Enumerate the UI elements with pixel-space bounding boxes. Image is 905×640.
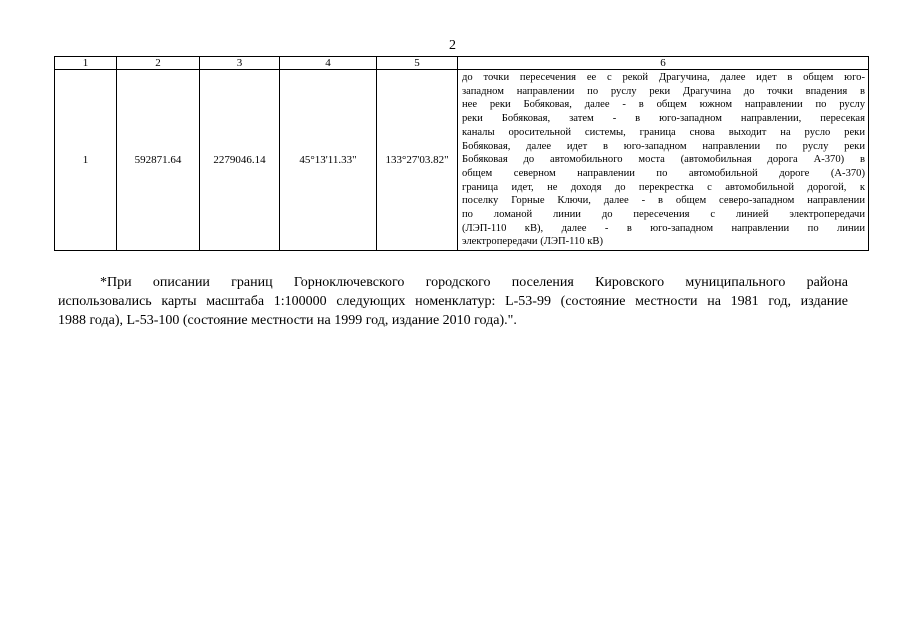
footnote-line: *При описании границ Горноключевского городского поселения Кировского муниципального района (100, 275, 848, 290)
description-line: по ломаной линии до пересечения с линией электропередачи (462, 209, 865, 221)
column-header: 1 (55, 57, 117, 70)
table-row (55, 70, 869, 251)
column-header: 6 (458, 57, 869, 70)
latitude-cell: 45°13'11.33" (280, 70, 377, 251)
description-line: до точки пересечения ее с рекой Драгучина, далее идет в общем юго- (462, 72, 865, 83)
description-line: реки Бобяковая, затем - в юго-западном направлении, пересекая (462, 113, 865, 125)
page-number: 2 (449, 38, 456, 53)
description-line: Бобяковая, далее идет в юго-западном направлении по руслу реки (462, 140, 865, 152)
description-line: поселку Горные Ключи, далее - в общем северо-западном направлении (462, 195, 865, 207)
column-header: 4 (280, 57, 377, 70)
column-header: 3 (200, 57, 280, 70)
description-line: (ЛЭП-110 кВ), далее - в юго-западном направлении по линии (462, 222, 865, 234)
footnote-line: 1988 года), L-53-100 (состояние местности на 1999 год, издание 2010 года).". (58, 313, 517, 328)
longitude-cell: 133°27'03.82" (377, 70, 458, 251)
footnote (58, 273, 848, 330)
description-line: каналы оросительной системы, граница снова выходит на русло реки (462, 126, 865, 138)
column-header: 2 (117, 57, 200, 70)
description-line: западном направлении по руслу реки Драгучина до точки впадения в (462, 85, 865, 97)
description-line: общем северном направлении по автомобильной дороге (А-370) (462, 167, 865, 179)
description-line: нее реки Бобяковая, далее - в общем южном направлении по руслу (462, 99, 865, 111)
description-line: граница идет, не доходя до перекрестка с автомобильной дорогой, к (462, 181, 865, 193)
boundary-table (54, 56, 869, 251)
row-index-cell: 1 (55, 70, 117, 251)
column-header: 5 (377, 57, 458, 70)
description-line: электропередачи (ЛЭП-110 кВ) (462, 236, 604, 248)
boundary-description-cell (458, 70, 869, 251)
table-header-row (55, 57, 869, 70)
y-coordinate-cell: 2279046.14 (200, 70, 280, 251)
description-line: Бобяковая до автомобильного моста (автомобильная дорога А-370) в (462, 154, 865, 166)
footnote-line: использовались карты масштаба 1:100000 следующих номенклатур: L-53-99 (состояние местности на 1981 год, издание (58, 294, 848, 309)
x-coordinate-cell: 592871.64 (117, 70, 200, 251)
